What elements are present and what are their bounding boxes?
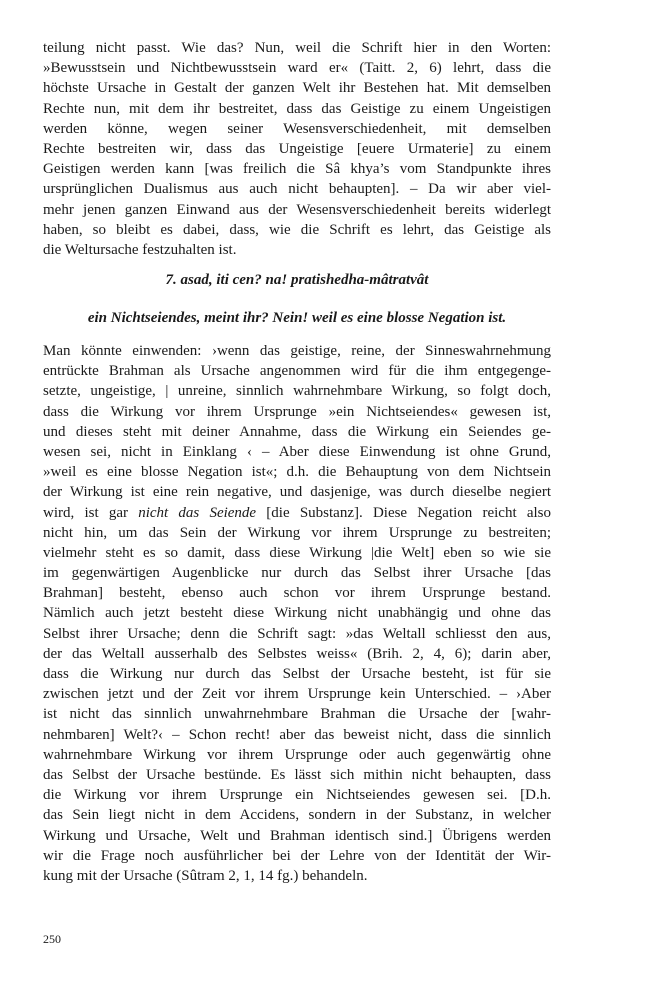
text-line: dass die Wirkung vor ihrem Ursprunge »ein Nichtseiendes« gewesen ist,	[43, 403, 551, 420]
text-line: der das Weltall ausserhalb des Selbstes weiss« (Brih. 2, 4, 6); darin aber,	[43, 645, 551, 662]
paragraph-continuation	[43, 38, 551, 260]
text-segment: [die Substanz]. Diese Negation reicht also	[256, 504, 551, 521]
text-line: Rechte bestreiten wir, dass das Ungeistige [euere Urmaterie] zu einem	[43, 140, 551, 157]
text-line: im gegenwärtigen Augenblicke nur durch das Selbst ihrer Ursache [das	[43, 565, 551, 582]
text-line: nicht hin, um das Sein der Wirkung vor ihrem Ursprunge zu bestreiten;	[43, 524, 551, 541]
text-line: Wirkung und Ursache, Welt und Brahman identisch sind.] Übrigens werden	[43, 827, 551, 844]
text-line: kung mit der Ursache (Sûtram 2, 1, 14 fg.) behandeln.	[43, 867, 368, 884]
text-line: Selbst ihrer Ursache; denn die Schrift sagt: »das Weltall schliesst den aus,	[43, 625, 551, 642]
sutra-heading: 7. asad, iti cen? na! pratishedha-mâtratvât	[165, 272, 429, 288]
text-line: »Bewusstsein und Nichtbewusstsein ward er« (Taitt. 2, 6) lehrt, dass die	[43, 60, 551, 77]
text-line: das Selbst der Ursache bestünde. Es lässt sich mithin nicht behaupten, dass	[43, 766, 551, 783]
text-segment: wird, ist gar	[43, 504, 139, 521]
text-line: Nämlich auch jetzt besteht diese Wirkung nicht unabhängig und ohne das	[43, 605, 551, 622]
text-line: der Wirkung ist eine rein negative, und dasjenige, was durch dieselbe negiert	[43, 484, 551, 501]
text-line: zwischen jetzt und der Zeit vor ihrem Ursprunge kein Unterschied. – ›Aber	[43, 686, 551, 703]
text-line: Rechte nun, mit dem ihr bestreitet, dass das Geistige zu einem Ungeistigen	[43, 100, 551, 117]
text-line: wesen sei, nicht in Einklang ‹ – Aber diese Einwendung ist ohne Grund,	[43, 443, 551, 460]
text-line: das Sein liegt nicht in dem Accidens, sondern in der Substanz, in welcher	[43, 807, 551, 824]
text-line: haben, so bleibt es dabei, dass, wie die Schrift es lehrt, das Geistige als	[43, 221, 551, 238]
commentary-paragraph	[43, 341, 551, 886]
text-line: entrückte Brahman als Ursache angenommen wird für die ihm entgegenge-	[43, 363, 551, 380]
text-line: und dieses steht mit deiner Annahme, dass die Wirkung ein Seiendes ge-	[43, 423, 551, 440]
page-number: 250	[43, 932, 61, 946]
text-line: höchste Ursache in Gestalt der ganzen Welt ihr Bestehen hat. Mit demselben	[43, 80, 551, 97]
text-line: Man könnte einwenden: ›wenn das geistige, reine, der Sinneswahrnehmung	[43, 343, 551, 359]
text-line: setzte, ungeistige, | unreine, sinnlich wahrnehmbare Wirkung, so folgt doch,	[43, 383, 551, 400]
text-line: Geistigen werden kann [was freilich die Sâ khya’s vom Standpunkte ihres	[43, 161, 551, 178]
text-line: Brahman] besteht, ebenso auch schon vor ihrem Ursprunge bestand.	[43, 585, 551, 602]
text-line	[43, 503, 551, 523]
text-line: die Weltursache festzuhalten ist.	[43, 241, 237, 258]
text-line: teilung nicht passt. Wie das? Nun, weil die Schrift hier in den Worten:	[43, 40, 551, 56]
sutra-translation: ein Nichtseiendes, meint ihr? Nein! weil es eine blosse Negation ist.	[87, 310, 507, 326]
text-line: werden könne, wegen seiner Wesensverschiedenheit, mit demselben	[43, 120, 551, 137]
text-line: ursprünglichen Dualismus aus auch nicht behaupten]. – Da wir aber viel-	[43, 181, 551, 198]
text-line: nehmbaren] Welt?‹ – Schon recht! aber das beweist nicht, dass die sinnlich	[43, 726, 551, 743]
text-line: mehr jenen ganzen Einwand aus der Wesensverschiedenheit bereits widerlegt	[43, 201, 551, 218]
text-line: »weil es eine blosse Negation ist«; d.h. die Behauptung von dem Nichtsein	[43, 464, 551, 481]
text-line: dass die Wirkung nur durch das Selbst der Ursache besteht, ist für sie	[43, 666, 551, 682]
text-line: ist nicht das sinnlich unwahrnehmbare Brahman die Ursache der [wahr-	[43, 706, 551, 723]
text-line: wir die Frage noch ausführlicher bei der Lehre von der Identität der Wir-	[43, 847, 551, 864]
text-line: die Wirkung vor ihrem Ursprunge ein Nichtseiendes gewesen sei. [D.h.	[43, 787, 551, 804]
text-line: wahrnehmbare Wirkung vor ihrem Ursprunge oder auch gegenwärtig ohne	[43, 746, 551, 763]
text-line: vielmehr steht es so damit, dass diese Wirkung |die Welt] eben so wie sie	[43, 544, 551, 561]
emphasis-text: nicht das Seiende	[138, 504, 257, 521]
